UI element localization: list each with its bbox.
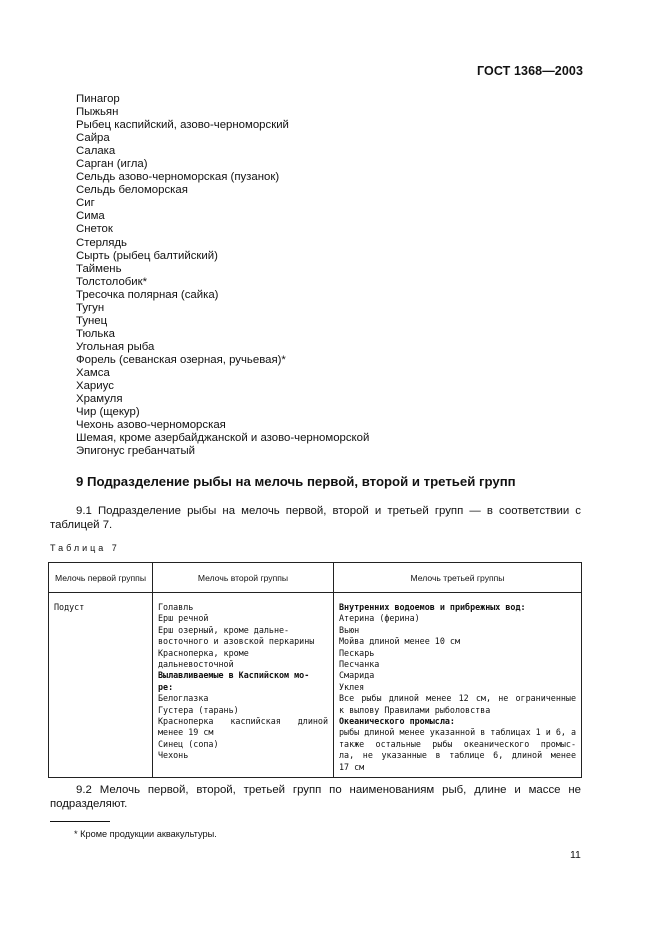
fish-list-item: Форель (севанская озерная, ручьевая)*: [76, 353, 286, 366]
table-cell-line: Подуст: [54, 602, 85, 612]
fish-list-item: Угольная рыба: [76, 340, 155, 353]
fish-groups-table: [48, 562, 582, 778]
table-cell-line: к вылову Правилами рыболовства: [339, 704, 491, 715]
table-cell-line: Чехонь: [158, 750, 189, 761]
table-subheading: Внутренних водоемов и прибрежных вод:: [339, 602, 526, 612]
fish-list-item: Тугун: [76, 301, 105, 314]
header-second-group: Мелочь второй группы: [153, 563, 334, 593]
fish-list-item: Чехонь азово-черноморская: [76, 419, 226, 432]
table-cell-line: Ерш речной: [158, 613, 209, 624]
table-cell-line: рыбы длиной менее указанной в таблицах 1 и 6, а: [339, 727, 576, 738]
table-header-row: [49, 563, 582, 593]
fish-list-item: Тунец: [76, 314, 108, 327]
fish-list-item: Стерлядь: [76, 236, 127, 249]
table-label: Таблица 7: [50, 543, 120, 553]
table-cell-line: Песчанка: [339, 659, 380, 670]
cell-second-group: [153, 593, 334, 778]
fish-list-item: Пинагор: [76, 93, 120, 105]
fish-list-item: Таймень: [76, 262, 122, 275]
table-cell-line: Густера (тарань): [158, 704, 239, 715]
footnote: * Кроме продукции аквакультуры.: [74, 829, 217, 839]
header-third-group: Мелочь третьей группы: [334, 563, 582, 593]
table-cell-line: Белоглазка: [158, 693, 209, 704]
fish-list-item: Сырть (рыбец балтийский): [76, 249, 218, 262]
fish-list-item: Сельдь беломорская: [76, 184, 188, 197]
fish-list-item: Хамса: [76, 366, 110, 379]
fish-list-item: Тюлька: [76, 327, 115, 340]
table-cell-line: Все рыбы длиной менее 12 см, не ограниченные: [339, 693, 576, 704]
fish-list-item: Сиг: [76, 197, 95, 210]
header-first-group: Мелочь первой группы: [49, 563, 153, 593]
fish-list-item: Сельдь азово-черноморская (пузанок): [76, 171, 280, 184]
document-standard-header: ГОСТ 1368—2003: [477, 64, 583, 78]
fish-list-item: Сарган (игла): [76, 158, 148, 171]
table-cell-line: Голавль: [158, 602, 194, 612]
fish-list-item: Сайра: [76, 132, 110, 145]
table-cell-line: менее 19 см: [158, 727, 214, 738]
fish-list-item: Салака: [76, 145, 116, 158]
table-cell-line: Атерина (ферина): [339, 613, 420, 624]
table-subheading: Океанического промысла:: [339, 716, 455, 727]
fish-list-item: Толстолобик*: [76, 275, 148, 288]
fish-list-item: Снеток: [76, 223, 113, 236]
table-cell-line: Синец (сопа): [158, 738, 219, 749]
footnote-divider: [50, 821, 110, 822]
table-cell-line: Вьюн: [339, 624, 360, 635]
table-cell-line: 17 см: [339, 761, 365, 772]
fish-list-item: Сима: [76, 210, 105, 223]
table-cell-line: Пескарь: [339, 647, 375, 658]
table-cell-line: Ерш озерный, кроме дальне-: [158, 624, 290, 635]
fish-list-item: Шемая, кроме азербайджанской и азово-черноморской: [76, 432, 370, 445]
table-row: [49, 593, 582, 778]
fish-list-item: Пыжьян: [76, 106, 119, 119]
table-cell-line: также остальные рыбы океанического промыс-: [339, 738, 576, 749]
fish-name-list: [76, 93, 596, 458]
table-subheading: ре:: [158, 681, 174, 692]
table-cell-line: Смарида: [339, 670, 375, 681]
cell-first-group: [49, 593, 153, 778]
table-cell-line: Красноперка, кроме дальневосточной: [158, 647, 249, 670]
table-cell-line: Красноперка каспийская длиной: [158, 716, 328, 727]
page-number: 11: [570, 849, 581, 861]
fish-list-item: Эпигонус гребанчатый: [76, 445, 196, 458]
table-cell-line: Мойва длиной менее 10 см: [339, 636, 461, 647]
table-cell-line: ла, не указанные в таблице 6, длиной менее: [339, 750, 576, 761]
table-cell-line: Уклея: [339, 681, 365, 692]
fish-list-item: Храмуля: [76, 393, 123, 406]
table-cell-line: восточного и азовской перкарины: [158, 636, 315, 647]
paragraph-9-1: 9.1 Подразделение рыбы на мелочь первой, второй и третьей групп — в соответствии с таблицей 7.: [50, 505, 581, 531]
table-subheading: Вылавливаемые в Каспийском мо-: [158, 670, 310, 681]
fish-list-item: Чир (щекур): [76, 406, 140, 419]
paragraph-9-2: 9.2 Мелочь первой, второй, третьей групп по наименованиям рыб, длине и массе не подразделяют.: [50, 784, 581, 810]
fish-list-item: Рыбец каспийский, азово-черноморский: [76, 119, 289, 132]
section-heading: 9 Подразделение рыбы на мелочь первой, второй и третьей групп: [76, 474, 516, 489]
fish-list-item: Тресочка полярная (сайка): [76, 288, 219, 301]
cell-third-group: [334, 593, 582, 778]
fish-list-item: Хариус: [76, 380, 114, 393]
